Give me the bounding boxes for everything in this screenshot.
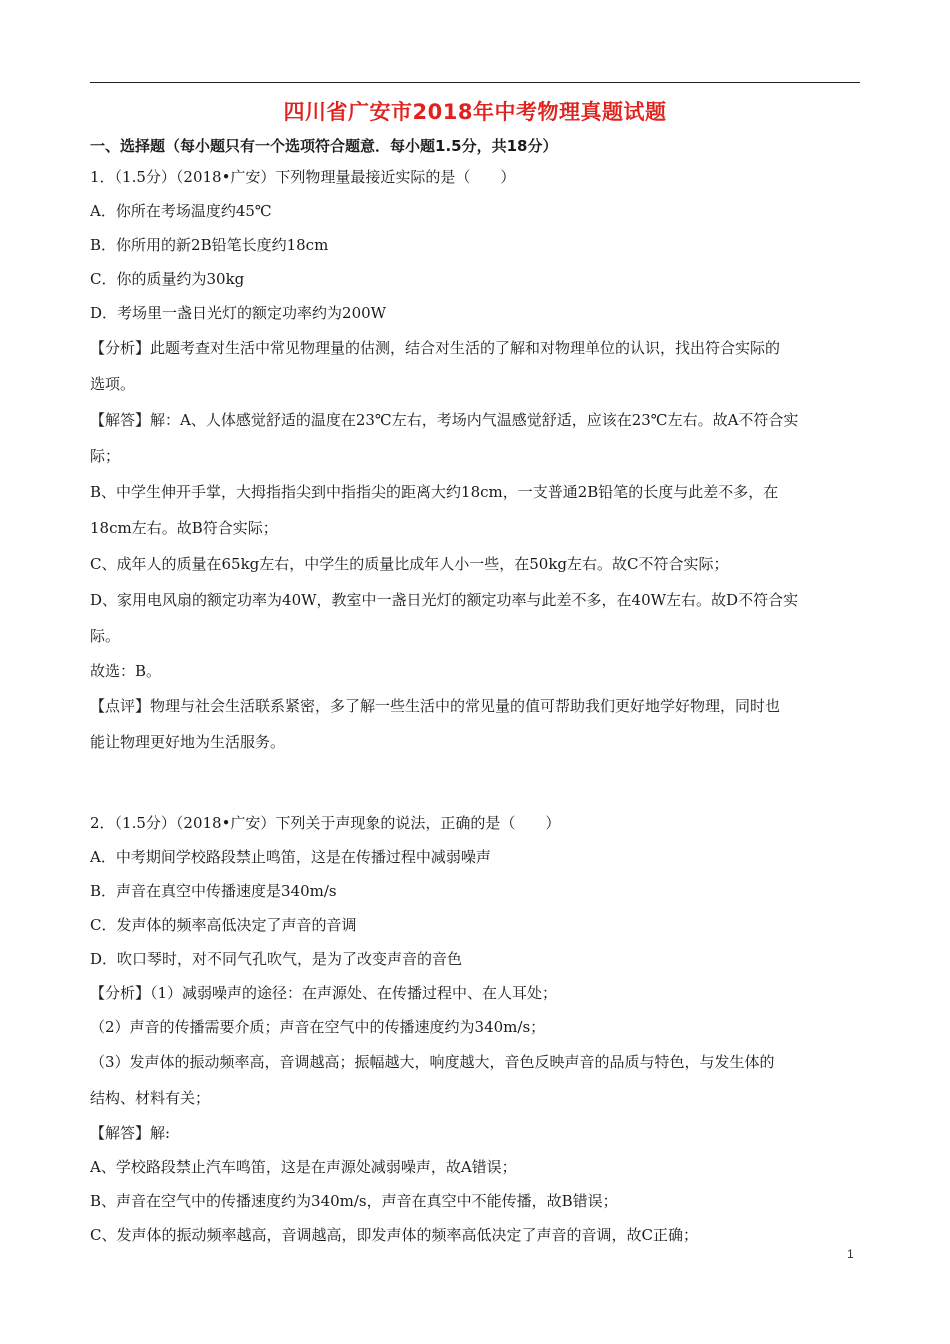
analysis-line: （2）声音的传播需要介质；声音在空气中的传播速度约为340m/s； bbox=[90, 1018, 546, 1036]
answer-line: 【解答】解: bbox=[90, 1124, 171, 1142]
question-stem: 1．（1.5分）（2018•广安）下列物理量最接近实际的是（ ） bbox=[90, 168, 516, 186]
answer-line: 18cm左右。故B符合实际； bbox=[90, 519, 278, 537]
section-heading: 一、选择题（每小题只有一个选项符合题意．每小题1.5分，共18分） bbox=[90, 137, 558, 155]
answer-line: A、学校路段禁止汽车鸣笛，这是在声源处减弱噪声，故A错误； bbox=[90, 1158, 517, 1176]
comment-line: 能让物理更好地为生活服务。 bbox=[90, 733, 286, 751]
analysis-line: 选项。 bbox=[90, 375, 136, 393]
option-d: D．考场里一盏日光灯的额定功率约为200W bbox=[90, 304, 387, 322]
option-b: B．你所用的新2B铅笔长度约18cm bbox=[90, 236, 329, 254]
answer-line: 际。 bbox=[90, 627, 121, 645]
answer-line: C、成年人的质量在65kg左右，中学生的质量比成年人小一些，在50kg左右。故C不符合实际； bbox=[90, 555, 729, 573]
comment-line: 【点评】物理与社会生活联系紧密，多了解一些生活中的常见量的值可帮助我们更好地学好物理，同时也 bbox=[90, 697, 781, 715]
answer-line: 际； bbox=[90, 447, 121, 465]
page-title: 四川省广安市2018年中考物理真题试题 bbox=[283, 100, 667, 124]
answer-line: C、发声体的振动频率越高，音调越高，即发声体的频率高低决定了声音的音调，故C正确； bbox=[90, 1226, 698, 1244]
analysis-line: （3）发声体的振动频率高，音调越高；振幅越大，响度越大，音色反映声音的品质与特色，与发生体的 bbox=[90, 1053, 775, 1071]
answer-line: D、家用电风扇的额定功率为40W，教室中一盏日光灯的额定功率与此差不多，在40W左右。故D不符合实 bbox=[90, 591, 799, 609]
analysis-line: 【分析】此题考查对生活中常见物理量的估测，结合对生活的了解和对物理单位的认识，找出符合实际的 bbox=[90, 339, 781, 357]
option-b: B．声音在真空中传播速度是340m/s bbox=[90, 882, 337, 900]
question-stem: 2．（1.5分）（2018•广安）下列关于声现象的说法，正确的是（ ） bbox=[90, 814, 561, 832]
answer-line: 故选：B。 bbox=[90, 662, 162, 680]
answer-line: B、声音在空气中的传播速度约为340m/s，声音在真空中不能传播，故B错误； bbox=[90, 1192, 618, 1210]
answer-line: B、中学生伸开手掌，大拇指指尖到中指指尖的距离大约18cm，一支普通2B铅笔的长度与此差不多，在 bbox=[90, 483, 779, 501]
question-2 bbox=[90, 806, 860, 1252]
question-1 bbox=[90, 160, 860, 760]
option-a: A．你所在考场温度约45℃ bbox=[90, 202, 272, 220]
option-d: D．吹口琴时，对不同气孔吹气，是为了改变声音的音色 bbox=[90, 950, 463, 968]
analysis-line: 结构、材料有关； bbox=[90, 1089, 211, 1107]
header-rule bbox=[90, 82, 860, 83]
page-number: 1 bbox=[847, 1247, 854, 1261]
document-body bbox=[90, 132, 860, 1252]
option-c: C．发声体的频率高低决定了声音的音调 bbox=[90, 916, 357, 934]
answer-line: 【解答】解：A、人体感觉舒适的温度在23℃左右，考场内气温感觉舒适，应该在23℃左右。故A不符合实 bbox=[90, 411, 799, 429]
analysis-line: 【分析】（1）减弱噪声的途径：在声源处、在传播过程中、在人耳处； bbox=[90, 984, 558, 1002]
question-spacer bbox=[90, 760, 860, 806]
option-a: A．中考期间学校路段禁止鸣笛，这是在传播过程中减弱噪声 bbox=[90, 848, 491, 866]
option-c: C．你的质量约为30kg bbox=[90, 270, 245, 288]
